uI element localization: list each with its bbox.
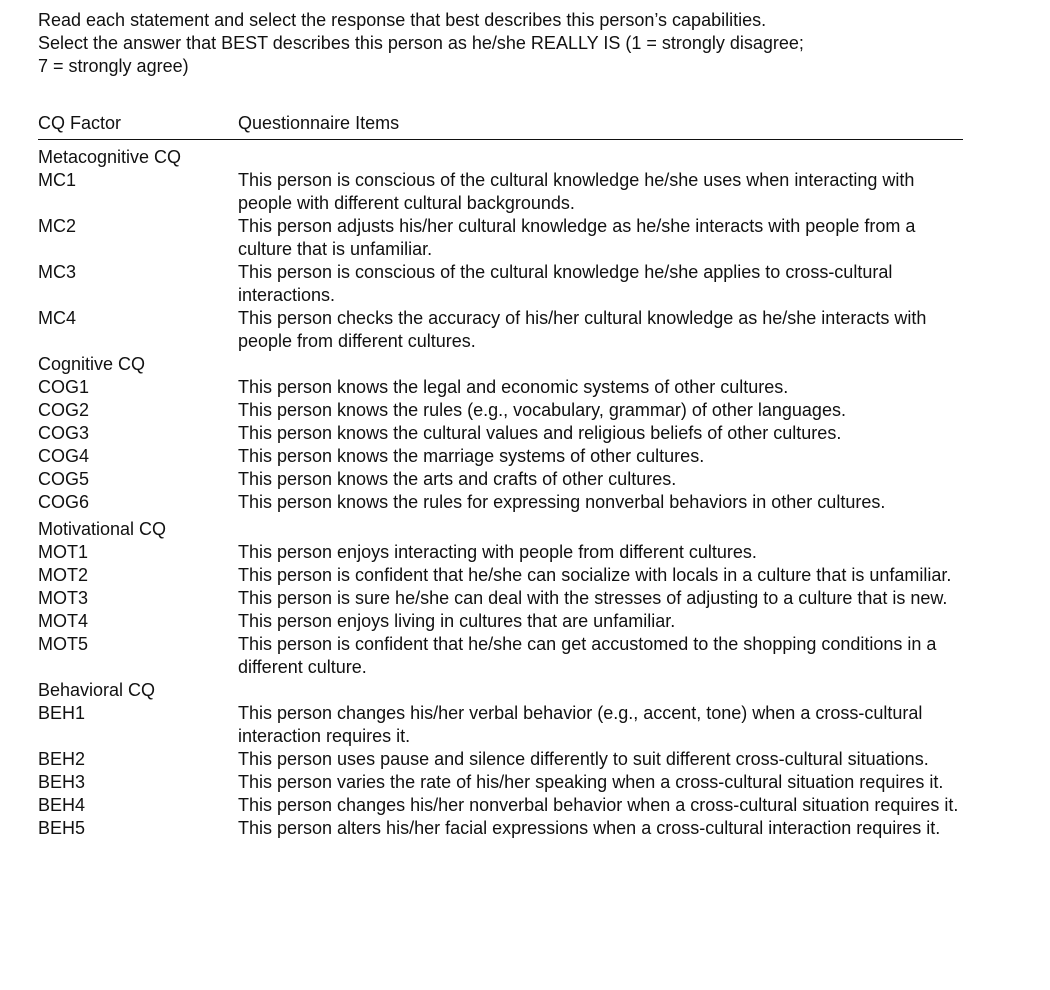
table-header xyxy=(38,112,963,138)
item-code: MOT4 xyxy=(38,611,89,631)
table-row xyxy=(38,748,963,771)
item-code: MOT5 xyxy=(38,634,89,654)
item-text: This person knows the cultural values and religious beliefs of other cultures. xyxy=(238,423,842,443)
table-row xyxy=(38,702,963,748)
group-title-motivational: Motivational CQ xyxy=(38,519,167,539)
item-text: This person adjusts his/her cultural knowledge as he/she interacts with people from a culture that is unfamiliar. xyxy=(238,216,916,259)
item-text: This person changes his/her verbal behavior (e.g., accent, tone) when a cross-cultural interaction requires it. xyxy=(238,703,923,746)
header-rule xyxy=(38,139,963,140)
item-text: This person is sure he/she can deal with the stresses of adjusting to a culture that is new. xyxy=(238,588,948,608)
item-code: BEH2 xyxy=(38,749,86,769)
table-row xyxy=(38,564,963,587)
item-text: This person knows the rules for expressing nonverbal behaviors in other cultures. xyxy=(238,492,886,512)
table-body xyxy=(38,146,963,840)
item-code: MOT3 xyxy=(38,588,89,608)
item-text: This person uses pause and silence differently to suit different cross-cultural situations. xyxy=(238,749,929,769)
instructions xyxy=(38,9,998,78)
item-code: MC1 xyxy=(38,170,77,190)
item-text: This person is confident that he/she can get accustomed to the shopping conditions in a different culture. xyxy=(238,634,937,677)
item-code: COG1 xyxy=(38,377,90,397)
item-text: This person knows the legal and economic systems of other cultures. xyxy=(238,377,789,397)
table-row xyxy=(38,610,963,633)
table-row xyxy=(38,541,963,564)
table-row xyxy=(38,215,963,261)
table-row xyxy=(38,468,963,491)
item-text: This person alters his/her facial expressions when a cross-cultural interaction requires it. xyxy=(238,818,941,838)
table-row xyxy=(38,491,963,514)
table-row xyxy=(38,445,963,468)
item-code: MC2 xyxy=(38,216,77,236)
instruction-line: 7 = strongly agree) xyxy=(38,56,189,76)
table-row xyxy=(38,376,963,399)
item-text: This person varies the rate of his/her speaking when a cross-cultural situation requires it. xyxy=(238,772,944,792)
header-questionnaire-items: Questionnaire Items xyxy=(238,113,400,133)
item-code: COG4 xyxy=(38,446,90,466)
item-code: COG2 xyxy=(38,400,90,420)
item-code: COG5 xyxy=(38,469,90,489)
table-row xyxy=(38,587,963,610)
table-row xyxy=(38,169,963,215)
instruction-line: Select the answer that BEST describes this person as he/she REALLY IS (1 = strongly disagree; xyxy=(38,33,804,53)
table-row xyxy=(38,307,963,353)
item-text: This person enjoys interacting with people from different cultures. xyxy=(238,542,757,562)
table-row xyxy=(38,771,963,794)
header-cq-factor: CQ Factor xyxy=(38,113,122,133)
table-row xyxy=(38,261,963,307)
table-row xyxy=(38,399,963,422)
group-title-metacognitive: Metacognitive CQ xyxy=(38,147,182,167)
group-title-behavioral: Behavioral CQ xyxy=(38,680,156,700)
item-text: This person is confident that he/she can socialize with locals in a culture that is unfamiliar. xyxy=(238,565,952,585)
table-row xyxy=(38,794,963,817)
item-text: This person changes his/her nonverbal behavior when a cross-cultural situation requires it. xyxy=(238,795,959,815)
table-row xyxy=(38,817,963,840)
instruction-line: Read each statement and select the response that best describes this person’s capabilities. xyxy=(38,10,767,30)
group-title-cognitive: Cognitive CQ xyxy=(38,354,146,374)
table-row xyxy=(38,633,963,679)
table-row xyxy=(38,422,963,445)
item-code: BEH4 xyxy=(38,795,86,815)
item-code: MOT1 xyxy=(38,542,89,562)
item-code: MOT2 xyxy=(38,565,89,585)
item-code: BEH5 xyxy=(38,818,86,838)
item-code: COG3 xyxy=(38,423,90,443)
item-code: COG6 xyxy=(38,492,90,512)
item-code: BEH3 xyxy=(38,772,86,792)
item-text: This person checks the accuracy of his/her cultural knowledge as he/she interacts with people from different cultures. xyxy=(238,308,927,351)
item-text: This person knows the marriage systems of other cultures. xyxy=(238,446,705,466)
item-text: This person is conscious of the cultural knowledge he/she uses when interacting with people with different cultural backgrounds. xyxy=(238,170,915,213)
item-code: MC4 xyxy=(38,308,77,328)
item-code: MC3 xyxy=(38,262,77,282)
item-text: This person knows the arts and crafts of other cultures. xyxy=(238,469,677,489)
item-text: This person enjoys living in cultures that are unfamiliar. xyxy=(238,611,676,631)
item-text: This person knows the rules (e.g., vocabulary, grammar) of other languages. xyxy=(238,400,846,420)
item-code: BEH1 xyxy=(38,703,86,723)
item-text: This person is conscious of the cultural knowledge he/she applies to cross-cultural interactions. xyxy=(238,262,893,305)
